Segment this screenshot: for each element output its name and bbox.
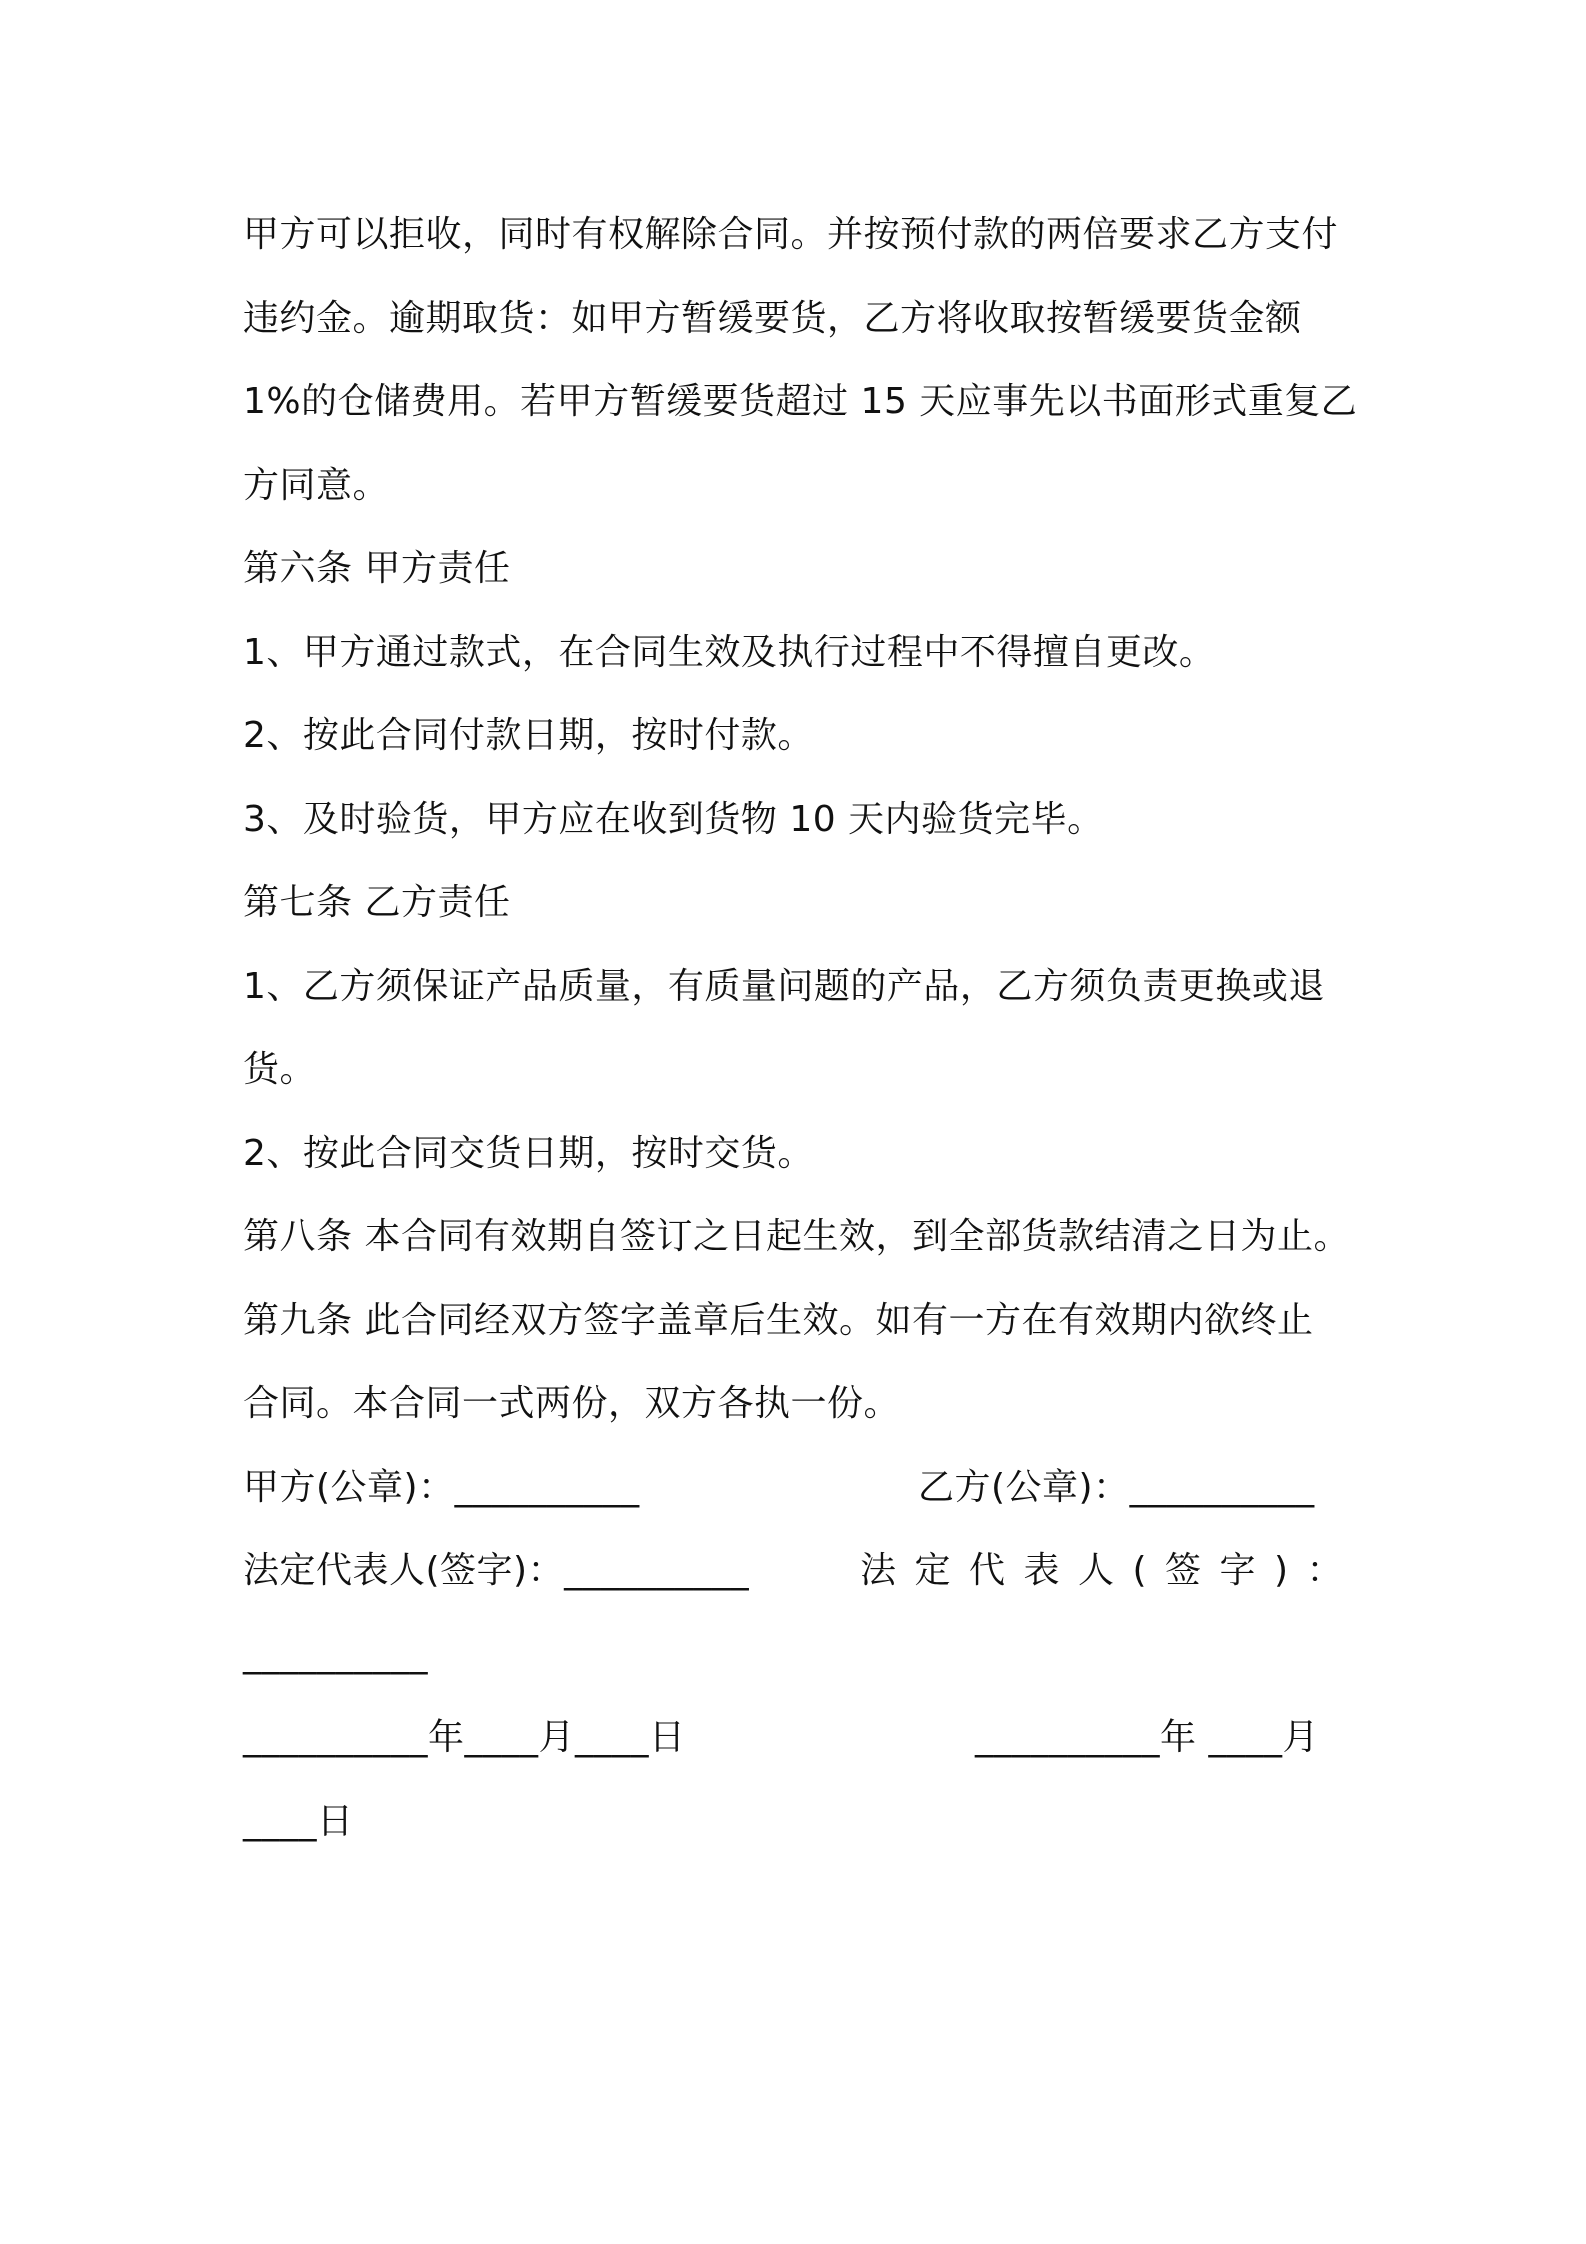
paragraph-line: 1%的仓储费用。若甲方暂缓要货超过 15 天应事先以书面形式重复乙 xyxy=(243,381,1358,422)
article-9: 第九条 此合同经双方签字盖章后生效。如有一方在有效期内欲终止 xyxy=(243,1299,1314,1341)
article-6-item-1: 1、甲方通过款式，在合同生效及执行过程中不得擅自更改。 xyxy=(243,631,1216,673)
article-6-item-2: 2、按此合同付款日期，按时付款。 xyxy=(243,715,814,756)
seal-row xyxy=(243,1446,1363,1530)
article-7-item-1: 1、乙方须保证产品质量，有质量问题的产品，乙方须负责更换或退 xyxy=(243,965,1325,1007)
party-b-seal: 乙方(公章)：__________ xyxy=(918,1466,1315,1508)
article-6-item-3: 3、及时验货，甲方应在收到货物 10 天内验货完毕。 xyxy=(243,798,1104,840)
paragraph-line: 方同意。 xyxy=(243,464,390,506)
party-a-representative: 法定代表人(签字)：__________ xyxy=(243,1550,750,1591)
party-a-seal: 甲方(公章)：__________ xyxy=(243,1466,640,1508)
contract-body xyxy=(243,193,1363,1863)
party-b-date: __________年 ____月 xyxy=(975,1717,1319,1758)
article-8: 第八条 本合同有效期自签订之日起生效，到全部货款结清之日为止。 xyxy=(243,1216,1350,1257)
representative-row xyxy=(243,1529,1363,1613)
article-9-cont: 合同。本合同一式两份，双方各执一份。 xyxy=(243,1383,901,1424)
date-day-row xyxy=(243,1780,1363,1864)
representative-blank-row xyxy=(243,1613,1363,1697)
article-7-item-1-cont: 货。 xyxy=(243,1049,317,1090)
article-7-item-2: 2、按此合同交货日期，按时交货。 xyxy=(243,1132,814,1174)
party-a-date: __________年____月____日 xyxy=(243,1717,686,1758)
paragraph-line: 违约金。逾期取货：如甲方暂缓要货，乙方将收取按暂缓要货金额 xyxy=(243,297,1302,339)
date-row xyxy=(243,1696,1363,1780)
article-6-heading: 第六条 甲方责任 xyxy=(243,548,511,589)
party-b-representative: 法定代表人(签字)： xyxy=(860,1550,1362,1591)
article-7-heading: 第七条 乙方责任 xyxy=(243,882,511,923)
paragraph-line: 甲方可以拒收，同时有权解除合同。并按预付款的两倍要求乙方支付 xyxy=(243,214,1339,255)
party-b-date-day: ____日 xyxy=(243,1800,354,1842)
party-b-representative-blank: __________ xyxy=(243,1633,428,1675)
